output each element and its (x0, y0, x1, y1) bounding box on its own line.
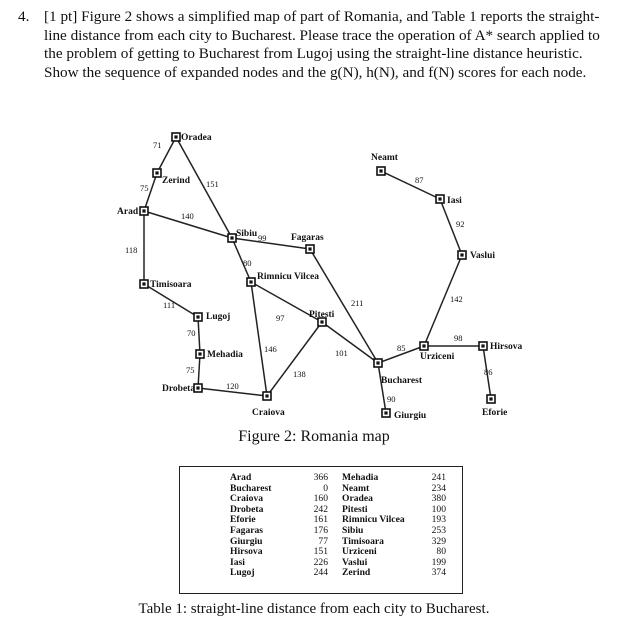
question-number: 4. (18, 8, 30, 25)
table-city: Sibiu (342, 524, 364, 536)
road-distance-label: 75 (186, 365, 195, 375)
city-label: Lugoj (206, 312, 231, 322)
city-timisoara (140, 280, 192, 290)
road-distance-label: 111 (163, 300, 176, 310)
road-distance-label: 86 (484, 367, 493, 377)
road-distance-label: 70 (187, 328, 196, 338)
road-distance-label: 99 (258, 233, 267, 243)
road-distance-label: 90 (387, 394, 396, 404)
city-node-dot (460, 253, 463, 256)
table-city: Timisoara (342, 535, 384, 547)
road-distance-label: 97 (276, 313, 285, 323)
city-neamt (371, 153, 399, 175)
table-distance: 176 (313, 524, 328, 536)
table-distance: 226 (313, 556, 328, 568)
city-node-dot (142, 282, 145, 285)
table-distance: 0 (323, 482, 328, 494)
table-distance: 77 (318, 535, 328, 547)
table-city: Eforie (230, 514, 256, 526)
city-oradea (172, 133, 212, 143)
table-distance: 244 (313, 567, 328, 579)
city-label: Pitesti (309, 310, 335, 320)
city-fagaras (291, 233, 324, 253)
city-label: Vaslui (470, 251, 495, 261)
road-iasi-neamt (381, 171, 440, 199)
city-label: Drobeta (162, 384, 196, 394)
table-city: Neamt (342, 482, 370, 494)
road-pitesti-bucharest (322, 322, 378, 363)
road-distance-label: 120 (226, 381, 239, 391)
road-distance-label: 211 (351, 298, 364, 308)
road-distance-label: 138 (293, 369, 306, 379)
table-city: Mehadia (342, 472, 379, 483)
city-label: Oradea (181, 133, 212, 143)
table-distance: 242 (313, 503, 328, 515)
city-drobeta (162, 384, 202, 394)
nodes-layer (117, 133, 522, 421)
table-distance: 241 (431, 472, 446, 483)
road-distance-label: 80 (243, 258, 252, 268)
city-lugoj (194, 312, 230, 322)
city-label: Arad (117, 207, 139, 217)
city-bucharest (374, 359, 423, 386)
city-label: Eforie (482, 408, 508, 418)
table-city: Bucharest (230, 482, 272, 494)
city-node-dot (438, 197, 441, 200)
table-distance: 374 (431, 567, 446, 579)
city-mehadia (196, 350, 243, 360)
city-pitesti (309, 310, 335, 326)
city-node-dot (230, 236, 233, 239)
city-node-dot (489, 397, 492, 400)
table-distance: 253 (431, 524, 446, 536)
city-label: Craiova (252, 408, 285, 418)
road-distance-label: 101 (335, 348, 348, 358)
road-rimnicu-craiova (251, 282, 267, 396)
table-city: Hirsova (230, 546, 263, 558)
table-distance: 160 (313, 493, 328, 505)
city-rimnicu (247, 272, 319, 286)
table-distance: 329 (431, 535, 446, 547)
road-distance-label: 142 (450, 294, 463, 304)
city-zerind (153, 169, 191, 186)
table-city: Lugoj (230, 567, 255, 579)
city-node-dot (379, 169, 382, 172)
city-urziceni (420, 342, 455, 362)
table-right-cities (342, 473, 422, 579)
city-node-dot (265, 394, 268, 397)
table-caption: Table 1: straight-line distance from each city to Bucharest. (138, 601, 490, 617)
city-node-dot (196, 315, 199, 318)
road-mehadia-drobeta (198, 354, 200, 388)
city-node-dot (249, 280, 252, 283)
city-label: Fagaras (291, 233, 324, 243)
table-distance: 193 (431, 514, 446, 526)
city-label: Iasi (447, 196, 462, 206)
city-eforie (482, 395, 507, 418)
table-left-cities (230, 473, 290, 579)
table-distance: 151 (313, 546, 328, 558)
road-distance-label: 75 (140, 183, 149, 193)
city-node-dot (142, 209, 145, 212)
city-label: Neamt (371, 153, 398, 163)
city-label: Hirsova (490, 342, 523, 352)
city-node-dot (155, 171, 158, 174)
city-iasi (436, 195, 462, 206)
table-city: Rimnicu Vilcea (342, 514, 405, 526)
city-node-dot (320, 320, 323, 323)
table-distance: 234 (431, 482, 446, 494)
road-distance-label: 140 (181, 211, 194, 221)
table-city: Fagaras (230, 524, 264, 536)
city-hirsova (479, 342, 522, 352)
table-right-distances (416, 473, 446, 579)
road-distance-label: 98 (454, 333, 463, 343)
table-city: Vaslui (342, 556, 368, 568)
city-label: Timisoara (150, 280, 192, 290)
table-distance: 366 (313, 472, 328, 483)
road-pitesti-craiova (267, 322, 322, 396)
road-distance-label: 87 (415, 175, 424, 185)
table-city: Arad (230, 472, 252, 483)
figure-caption: Figure 2: Romania map (238, 428, 390, 445)
city-node-dot (198, 352, 201, 355)
table-distance: 380 (431, 493, 446, 505)
road-distance-label: 71 (153, 140, 162, 150)
city-label: Urziceni (420, 352, 455, 362)
city-node-dot (376, 361, 379, 364)
city-label: Bucharest (381, 376, 422, 386)
city-node-dot (384, 411, 387, 414)
table-distance: 161 (313, 514, 328, 526)
city-label: Mehadia (207, 350, 243, 360)
table-city: Oradea (342, 493, 373, 505)
road-bucharest-giurgiu (378, 363, 386, 413)
table-city: Zerind (342, 567, 371, 579)
road-distance-label: 118 (125, 245, 138, 255)
question-text: [1 pt] Figure 2 shows a simplified map of part of Romania, and Table 1 reports the straight-line distance from each city to Bucharest. Please trace the operation of A* search applied to the problem of getting to Bucharest from Lugoj using the straight-line distance heuristic. Show the sequence of expanded nodes and the g(N), h(N), and f(N) scores for each node. (44, 8, 600, 81)
city-giurgiu (382, 409, 427, 421)
city-label: Zerind (162, 176, 190, 186)
table-city: Urziceni (342, 546, 377, 558)
city-node-dot (174, 135, 177, 138)
city-node-dot (422, 344, 425, 347)
distance-table (179, 466, 463, 594)
city-label: Sibiu (236, 229, 258, 239)
city-node-dot (196, 386, 199, 389)
road-lugoj-mehadia (198, 317, 200, 354)
city-label: Giurgiu (394, 411, 427, 421)
city-node-dot (481, 344, 484, 347)
table-city: Craiova (230, 493, 264, 505)
city-node-dot (308, 247, 311, 250)
road-distance-label: 151 (206, 179, 219, 189)
road-distance-label: 146 (264, 344, 277, 354)
road-distance-label: 85 (397, 343, 406, 353)
table-distance: 100 (431, 503, 446, 515)
table-city: Pitesti (342, 503, 368, 515)
city-label: Rimnicu Vilcea (257, 272, 320, 282)
table-distance: 199 (431, 556, 446, 568)
city-craiova (252, 392, 285, 418)
city-vaslui (458, 251, 495, 261)
table-city: Drobeta (230, 503, 264, 515)
table-city: Giurgiu (230, 535, 263, 547)
road-distance-label: 92 (456, 219, 465, 229)
table-city: Iasi (230, 556, 245, 568)
table-left-distances (298, 473, 328, 579)
city-arad (117, 207, 148, 217)
table-distance: 80 (436, 546, 446, 558)
road-fagaras-bucharest (310, 249, 378, 363)
